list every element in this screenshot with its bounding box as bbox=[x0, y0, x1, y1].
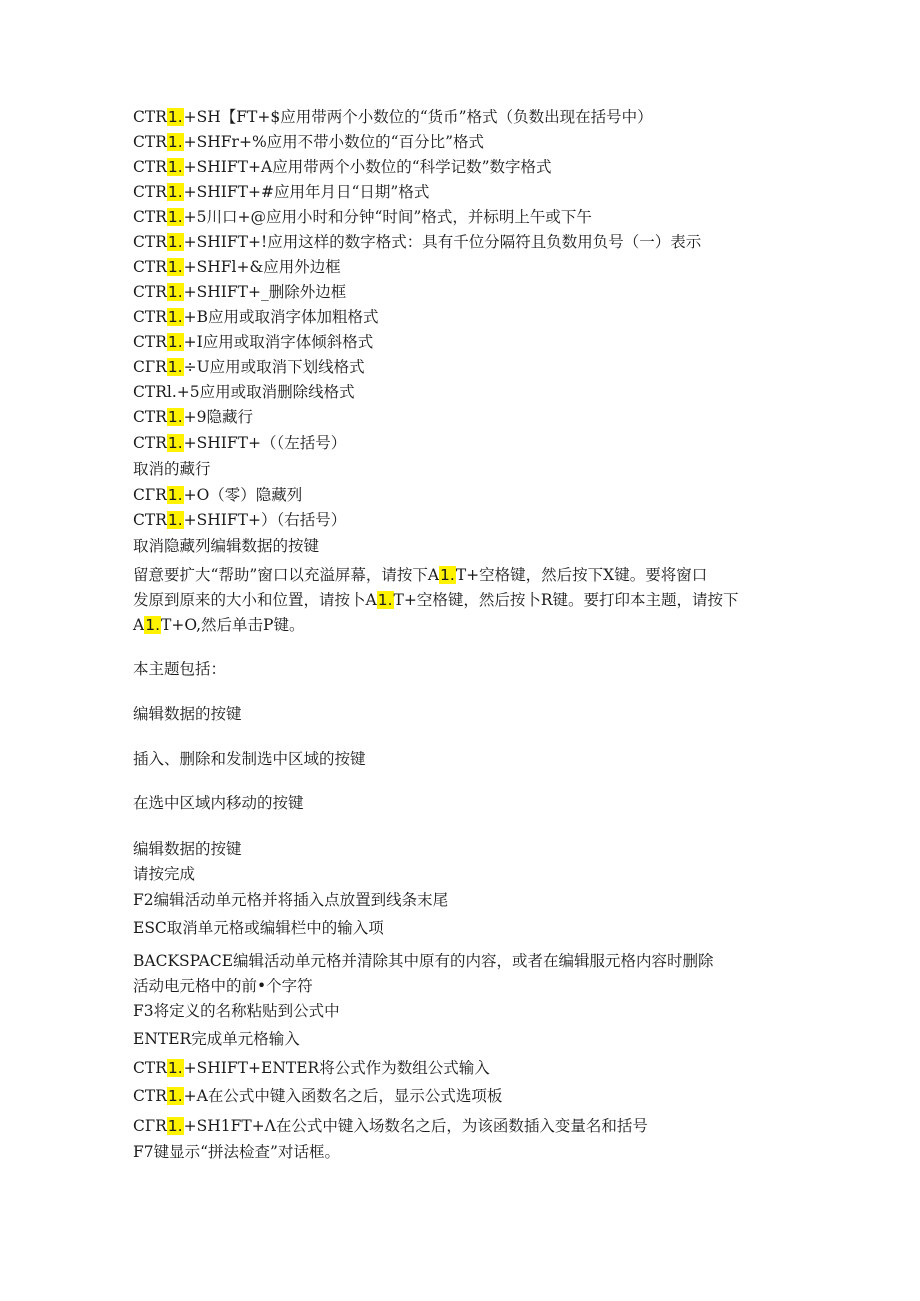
text-line bbox=[133, 356, 365, 378]
text-run: CTR bbox=[133, 511, 167, 529]
text-run: +9隐藏行 bbox=[183, 408, 254, 426]
text-run: CTR bbox=[133, 1087, 167, 1105]
text-run: +O（零）隐藏列 bbox=[183, 486, 303, 504]
text-line bbox=[133, 589, 739, 611]
text-run: BACKSPACE编辑活动单元格并清除其中原有的内容，或者在编辑服元格内容时删除 bbox=[133, 952, 714, 970]
text-line bbox=[133, 231, 701, 253]
text-run: CTR bbox=[133, 133, 167, 151]
text-line bbox=[133, 281, 346, 303]
text-line bbox=[133, 748, 366, 770]
highlighted-text: 1. bbox=[167, 1059, 183, 1077]
highlighted-text: 1. bbox=[167, 434, 183, 452]
text-line bbox=[133, 838, 242, 860]
text-line bbox=[133, 432, 346, 454]
text-line bbox=[133, 863, 195, 885]
text-run: 编辑数据的按键 bbox=[133, 840, 242, 858]
text-run: +I应用或取消字体倾斜格式 bbox=[183, 333, 374, 351]
text-run: +SHIFT+_删除外边框 bbox=[183, 283, 347, 301]
text-line bbox=[133, 535, 319, 557]
highlighted-text: 1. bbox=[167, 1117, 183, 1135]
text-line bbox=[133, 381, 355, 403]
text-run: CTR bbox=[133, 208, 167, 226]
text-run: F7键显示“拼法检查”对话框。 bbox=[133, 1143, 340, 1161]
text-line bbox=[133, 106, 653, 128]
text-run: 取消隐藏列编辑数据的按键 bbox=[133, 537, 320, 555]
text-run: +A在公式中键入函数名之后，显示公式选项板 bbox=[183, 1087, 503, 1105]
text-line bbox=[133, 1141, 340, 1163]
text-line bbox=[133, 458, 211, 480]
text-line bbox=[133, 614, 304, 636]
text-run: +SHIFT+）（右括号） bbox=[183, 511, 347, 529]
text-run: 留意要扩大“帮助”窗口以充溢屏幕，请按下A bbox=[133, 566, 440, 584]
text-run: CTR bbox=[133, 233, 167, 251]
highlighted-text: 1. bbox=[167, 183, 183, 201]
text-run: CTR bbox=[133, 283, 167, 301]
text-run: F3将定义的名称粘贴到公式中 bbox=[133, 1002, 340, 1020]
text-run: +SHIFT+!应用这样的数字格式：具有千位分隔符且负数用负号（一）表示 bbox=[183, 233, 702, 251]
text-run: 本主题包括： bbox=[133, 660, 227, 678]
text-line bbox=[133, 131, 484, 153]
text-run: 在选中区域内移动的按键 bbox=[133, 794, 304, 812]
text-line bbox=[133, 484, 302, 506]
text-run: +SHFl+&应用外边框 bbox=[183, 258, 341, 276]
highlighted-text: 1. bbox=[167, 258, 183, 276]
text-line bbox=[133, 658, 226, 680]
text-run: CTR bbox=[133, 108, 167, 126]
text-run: CTR bbox=[133, 308, 167, 326]
highlighted-text: 1. bbox=[167, 308, 183, 326]
highlighted-text: 1. bbox=[167, 208, 183, 226]
text-run: +SHFr+%应用不带小数位的“百分比”格式 bbox=[183, 133, 485, 151]
highlighted-text: 1. bbox=[167, 358, 183, 376]
highlighted-text: 1. bbox=[167, 108, 183, 126]
text-line bbox=[133, 792, 304, 814]
text-run: +5川口+@应用小时和分钟“时间”格式，并标明上午或下午 bbox=[183, 208, 592, 226]
text-run: CTR bbox=[133, 183, 167, 201]
text-line bbox=[133, 1085, 502, 1107]
text-run: T+O,然后单击P键。 bbox=[161, 616, 305, 634]
highlighted-text: 1. bbox=[167, 133, 183, 151]
text-line bbox=[133, 1057, 490, 1079]
highlighted-text: 1. bbox=[440, 566, 455, 584]
text-line bbox=[133, 509, 346, 531]
text-run: CTR bbox=[133, 333, 167, 351]
text-run: CГR bbox=[133, 486, 167, 504]
highlighted-text: 1. bbox=[167, 333, 183, 351]
text-run: 插入、删除和发制选中区域的按键 bbox=[133, 750, 366, 768]
text-run: CTRl.+5应用或取消删除线格式 bbox=[133, 383, 355, 401]
text-line bbox=[133, 306, 379, 328]
text-run: 活动电元格中的前•个字符 bbox=[133, 977, 313, 995]
highlighted-text: 1. bbox=[167, 158, 183, 176]
text-run: T+空格键，然后按卜R键。要打印本主题，请按下 bbox=[393, 591, 739, 609]
text-line bbox=[133, 206, 592, 228]
text-run: +SHIFT+#应用年月日“日期”格式 bbox=[183, 183, 430, 201]
text-line bbox=[133, 331, 373, 353]
text-run: 编辑数据的按键 bbox=[133, 705, 242, 723]
text-run: +SHIFT+ENTER将公式作为数组公式输入 bbox=[183, 1059, 490, 1077]
highlighted-text: 1. bbox=[167, 408, 183, 426]
text-line bbox=[133, 917, 384, 939]
text-run: 取消的藏行 bbox=[133, 460, 211, 478]
text-line bbox=[133, 564, 707, 586]
text-run: CTR bbox=[133, 408, 167, 426]
text-line bbox=[133, 406, 253, 428]
text-run: +SH【FT+$应用带两个小数位的“货币”格式（负数出现在括号中） bbox=[183, 108, 653, 126]
highlighted-text: 1. bbox=[377, 591, 393, 609]
highlighted-text: 1. bbox=[167, 486, 183, 504]
text-run: 发原到原来的大小和位置，请按卜A bbox=[133, 591, 377, 609]
text-run: CTR bbox=[133, 1059, 167, 1077]
text-run: A bbox=[133, 616, 145, 634]
text-run: 请按完成 bbox=[133, 865, 196, 883]
text-run: CTR bbox=[133, 158, 167, 176]
text-line bbox=[133, 889, 448, 911]
text-line bbox=[133, 256, 341, 278]
highlighted-text: 1. bbox=[167, 283, 183, 301]
text-line bbox=[133, 1028, 300, 1050]
text-run: ESC取消单元格或编辑栏中的输入项 bbox=[133, 919, 384, 937]
text-line bbox=[133, 1115, 648, 1137]
text-run: +SHIFT+（（左括号） bbox=[183, 434, 347, 452]
text-run: ENTER完成单元格输入 bbox=[133, 1030, 300, 1048]
text-line bbox=[133, 950, 714, 972]
text-run: CTR bbox=[133, 258, 167, 276]
text-run: +SH1FT+Λ在公式中键入场数名之后，为该函数插入变量名和括号 bbox=[183, 1117, 648, 1135]
highlighted-text: 1. bbox=[145, 616, 160, 634]
text-line bbox=[133, 156, 552, 178]
text-line bbox=[133, 181, 429, 203]
text-run: CГR bbox=[133, 358, 167, 376]
text-run: F2编辑活动单元格并将插入点放置到线条末尾 bbox=[133, 891, 449, 909]
text-line bbox=[133, 1000, 340, 1022]
text-run: CTR bbox=[133, 434, 167, 452]
text-line bbox=[133, 703, 242, 725]
text-run: ÷U应用或取消下划线格式 bbox=[183, 358, 365, 376]
text-run: T+空格键，然后按下X键。要将窗口 bbox=[455, 566, 708, 584]
text-run: +SHIFT+A应用带两个小数位的“科学记数”数字格式 bbox=[183, 158, 552, 176]
text-run: +B应用或取消字体加粗格式 bbox=[183, 308, 379, 326]
text-line bbox=[133, 975, 313, 997]
text-run: CГR bbox=[133, 1117, 167, 1135]
highlighted-text: 1. bbox=[167, 511, 183, 529]
highlighted-text: 1. bbox=[167, 1087, 183, 1105]
highlighted-text: 1. bbox=[167, 233, 183, 251]
